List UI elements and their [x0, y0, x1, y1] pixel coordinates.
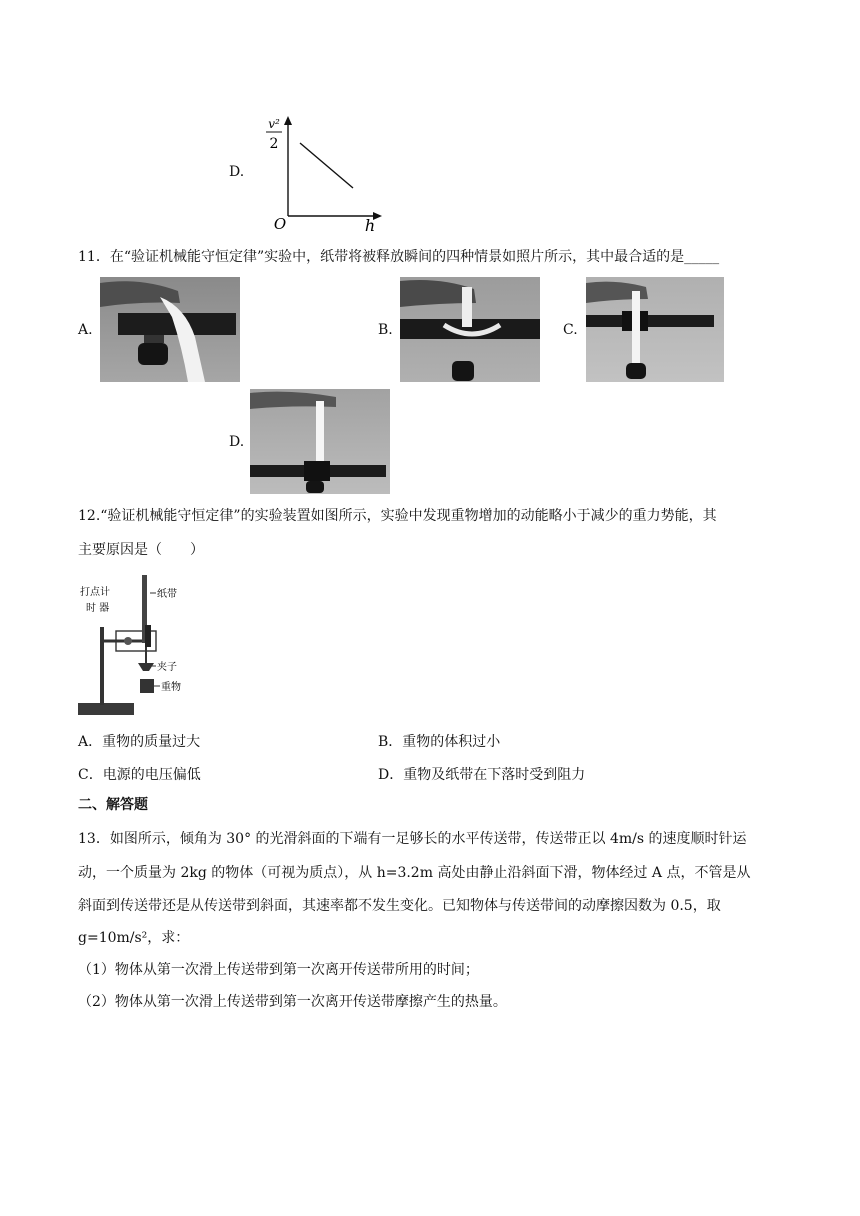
- y-axis-label-denominator: 2: [269, 136, 279, 152]
- section-title-answers: 二、解答题: [78, 797, 148, 813]
- q13-line1: 13．如图所示，倾角为 30° 的光滑斜面的下端有一足够长的水平传送带，传送带正以 4m/s 的速度顺时针运: [78, 831, 747, 847]
- q13-line2: 动，一个质量为 2kg 的物体（可视为质点），从 h=3.2m 高处由静止沿斜面下滑，物体经过 A 点，不管是从: [78, 865, 751, 881]
- label-weight: 重物: [161, 682, 181, 693]
- q12-option-d: D．重物及纸带在下落时受到阻力: [378, 767, 586, 783]
- q11-photo-a: [100, 277, 240, 382]
- q12-stem-line2: 主要原因是（ ）: [78, 542, 204, 558]
- q11-photo-d: [250, 389, 390, 494]
- q11-option-a-label: A.: [78, 322, 93, 338]
- y-axis-label-numerator: v²: [268, 117, 280, 131]
- q12-option-a: A．重物的质量过大: [78, 734, 201, 750]
- q11-photo-b: [400, 277, 540, 382]
- q11-option-d-label: D.: [229, 434, 245, 450]
- q10-option-d-label: D.: [229, 164, 245, 180]
- q11-option-c-label: C.: [563, 322, 578, 338]
- label-timer-line2: 时 器: [86, 603, 110, 614]
- label-clip: 夹子: [157, 662, 177, 673]
- label-timer-line1: 打点计: [80, 587, 110, 598]
- q13-subquestion-2: （2）物体从第一次滑上传送带到第一次离开传送带摩擦产生的热量。: [78, 994, 507, 1010]
- q12-option-b: B．重物的体积过小: [378, 734, 501, 750]
- q11-photo-c: [586, 277, 724, 382]
- q11-stem: 11．在“验证机械能守恒定律”实验中，纸带将被释放瞬间的四种情景如照片所示，其中最合适的是_____: [78, 249, 720, 265]
- label-tape: 纸带: [157, 589, 177, 600]
- q13-line4: g=10m/s²，求：: [78, 930, 190, 946]
- q12-stem-line1: 12.“验证机械能守恒定律”的实验装置如图所示，实验中发现重物增加的动能略小于减少的重力势能，其: [78, 508, 717, 524]
- q11-option-b-label: B.: [378, 322, 393, 338]
- x-axis-label: h: [364, 216, 376, 234]
- q12-option-c: C．电源的电压偏低: [78, 767, 201, 783]
- v2-h-graph: [258, 112, 388, 234]
- origin-label: O: [273, 215, 287, 233]
- q12-apparatus-diagram: [76, 571, 196, 721]
- q13-line3: 斜面到传送带还是从传送带到斜面，其速率都不发生变化。已知物体与传送带间的动摩擦因数为 0.5，取: [78, 898, 721, 914]
- q13-subquestion-1: （1）物体从第一次滑上传送带到第一次离开传送带所用的时间；: [78, 962, 479, 978]
